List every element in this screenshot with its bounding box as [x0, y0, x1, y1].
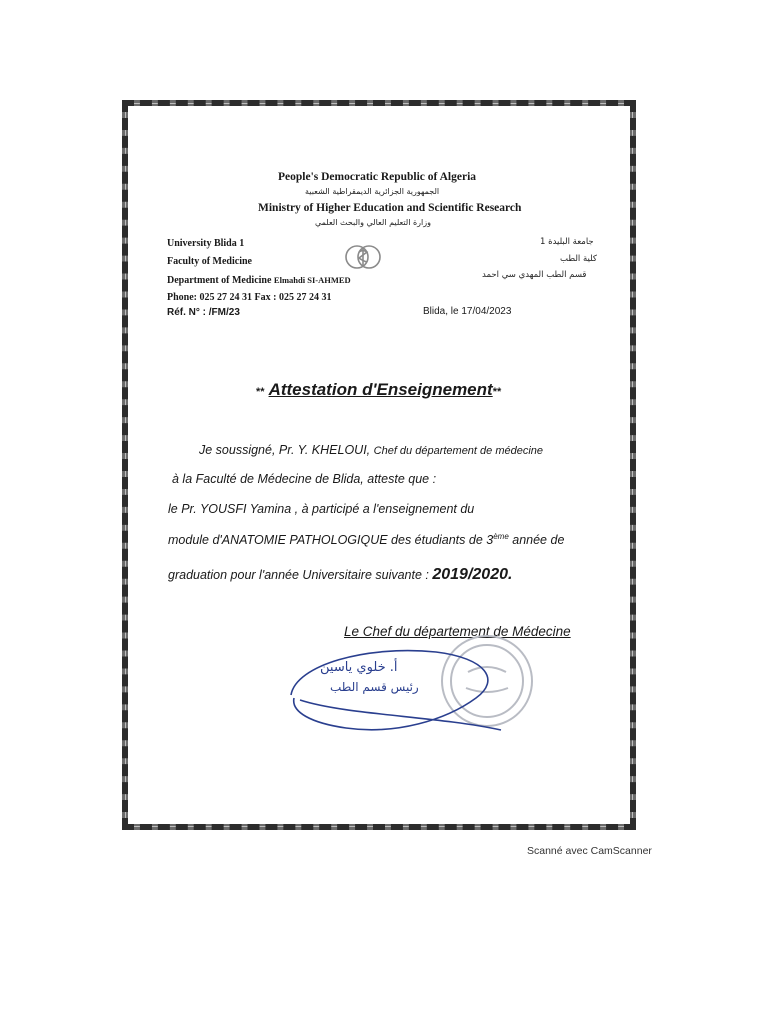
- signatory-role: Chef du département de médecine: [373, 445, 544, 457]
- republic-title: People's Democratic Republic of Algeria: [278, 171, 477, 183]
- module-text-end: année de: [508, 533, 565, 548]
- department-label: Department of Medicine: [167, 275, 272, 286]
- signature-role-arabic: رئيس قسم الطب: [330, 680, 419, 694]
- scanner-watermark: Scanné avec CamScanner: [527, 845, 652, 857]
- signatory-title: Le Chef du département de Médecine: [344, 624, 571, 639]
- ministry-title-arabic: وزارة التعليم العالي والبحث العلمي: [315, 218, 431, 227]
- reference-number: Réf. N° : /FM/23: [167, 307, 240, 318]
- university-name: University Blida 1: [167, 238, 245, 249]
- body-line-3: le Pr. YOUSFI Yamina , à participé a l'enseignement du: [168, 502, 475, 516]
- faculty-name-arabic: كلية الطب: [560, 254, 597, 264]
- body-line-2: à la Faculté de Médecine de Blida, atteste que :: [172, 472, 437, 486]
- module-text: module d'ANATOMIE PATHOLOGIQUE des étudiants de 3: [168, 533, 494, 548]
- department-name: [167, 275, 351, 286]
- republic-title-arabic: الجمهورية الجزائرية الديمقراطية الشعبية: [305, 187, 440, 196]
- signature-name-arabic: أ. خلوي ياسين: [320, 660, 398, 675]
- faculty-logo: [343, 241, 383, 273]
- academic-year: 2019/2020.: [432, 566, 513, 583]
- title-stars-right: **: [492, 386, 502, 398]
- department-name-arabic: قسم الطب المهدي سي احمد: [482, 270, 587, 280]
- body-line-5: [168, 566, 512, 584]
- faculty-name: Faculty of Medicine: [167, 256, 252, 267]
- body-line-4: [168, 532, 564, 547]
- ministry-title: Ministry of Higher Education and Scientific Research: [258, 202, 522, 214]
- university-name-arabic: جامعة البليدة 1: [540, 237, 594, 247]
- signatory-intro: Je soussigné, Pr. Y. KHELOUI,: [199, 443, 371, 457]
- document-title: [256, 380, 501, 400]
- title-stars-left: **: [256, 386, 265, 398]
- contact-line: Phone: 025 27 24 31 Fax : 025 27 24 31: [167, 292, 332, 303]
- year-ordinal: ème: [493, 532, 509, 541]
- title-text: Attestation d'Enseignement: [268, 380, 493, 399]
- place-and-date: Blida, le 17/04/2023: [423, 306, 512, 317]
- graduation-text: graduation pour l'année Universitaire suivante :: [168, 568, 433, 582]
- body-line-1: [199, 443, 543, 457]
- department-namesake: Elmahdi SI-AHMED: [273, 275, 351, 285]
